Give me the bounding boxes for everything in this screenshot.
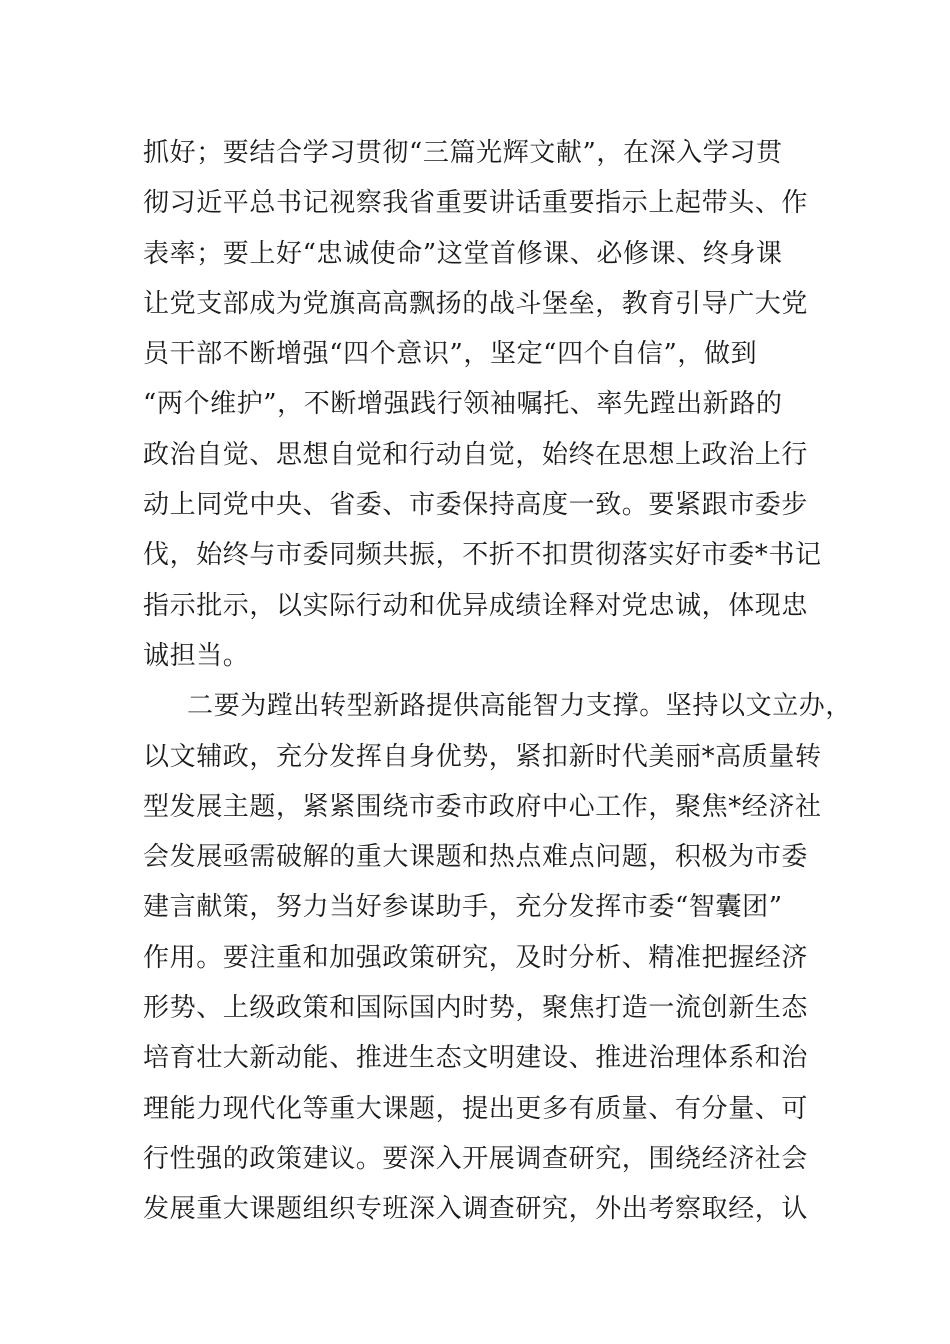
text-line: 表率；要上好“忠诚使命”这堂首修课、必修课、终身课 bbox=[143, 238, 783, 269]
text-line: 发展重大课题组织专班深入调查研究，外出考察取经，认 bbox=[143, 1194, 809, 1225]
text-line: 作用。要注重和加强政策研究，及时分析、精准把握经济 bbox=[143, 942, 809, 973]
text-line: 政治自觉、思想自觉和行动自觉，始终在思想上政治上行 bbox=[143, 439, 809, 470]
text-line: 以文辅政，充分发挥自身优势，紧扣新时代美丽*高质量转 bbox=[143, 741, 822, 772]
text-line: 彻习近平总书记视察我省重要讲话重要指示上起带头、作 bbox=[143, 188, 809, 219]
text-line: 会发展亟需破解的重大课题和热点难点问题，积极为市委 bbox=[143, 842, 809, 873]
body-text bbox=[143, 128, 853, 1235]
text-line: 型发展主题，紧紧围绕市委市政府中心工作，聚焦*经济社 bbox=[143, 791, 822, 822]
text-line: 建言献策，努力当好参谋助手，充分发挥市委“智囊团” bbox=[143, 892, 783, 923]
paragraph-end-line: 诚担当。 bbox=[143, 640, 250, 671]
text-line: 理能力现代化等重大课题，提出更多有质量、有分量、可 bbox=[143, 1093, 809, 1124]
text-line: 指示批示，以实际行动和优异成绩诠释对党忠诚，体现忠 bbox=[143, 590, 809, 621]
text-line: 形势、上级政策和国际国内时势，聚焦打造一流创新生态 bbox=[143, 993, 809, 1024]
text-line: 让党支部成为党旗高高飘扬的战斗堡垒，教育引导广大党 bbox=[143, 288, 809, 319]
text-line: 员干部不断增强“四个意识”，坚定“四个自信”，做到 bbox=[143, 339, 758, 370]
text-line: 伐，始终与市委同频共振，不折不扣贯彻落实好市委*书记 bbox=[143, 540, 822, 571]
text-line: 动上同党中央、省委、市委保持高度一致。要紧跟市委步 bbox=[143, 490, 809, 521]
text-line: 抓好；要结合学习贯彻“三篇光辉文献”，在深入学习贯 bbox=[143, 138, 783, 168]
text-line: 行性强的政策建议。要深入开展调查研究，围绕经济社会 bbox=[143, 1143, 809, 1174]
text-line: 培育壮大新动能、推进生态文明建设、推进治理体系和治 bbox=[143, 1043, 809, 1074]
paragraph-start-line: 二要为蹚出转型新路提供高能智力支撑。坚持以文立办， bbox=[187, 691, 853, 722]
text-line: “两个维护”，不断增强践行领袖嘱托、率先蹚出新路的 bbox=[143, 389, 783, 420]
